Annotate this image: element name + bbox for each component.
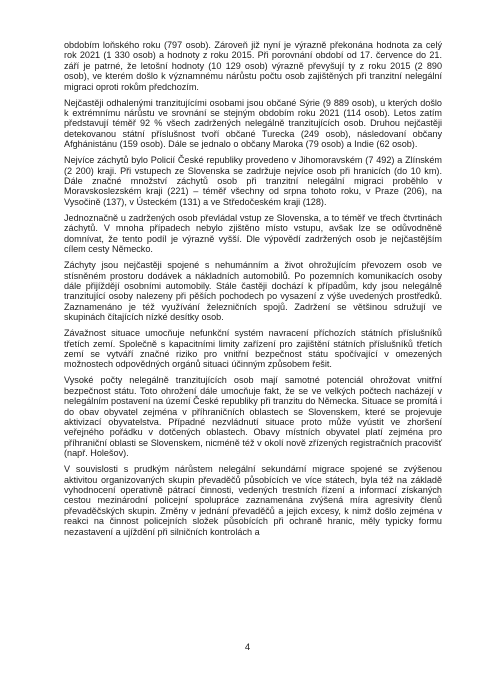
paragraph-internal-security: Vysoké počty nelegálně tranzitujících osob mají samotné potenciál ohrožovat vnitřní bezpečnost státu. Toto ohrožení dále umocňuje fakt, že se ve velkých počtech nacházejí v nelegálním postavení na území České republiky při tranzitu do Německa. Situace se promítá i do obav obyvatel zejména v příhraničních oblastech se Slovenskem, které se projevuje aktivizací obyvatelstva. Případné nezvládnutí situace proto může vyústit ve zhoršení veřejného pořádku v dotčených oblastech. Obavy místních obyvatel platí zejména pro příhraniční oblasti se Slovenskem, nicméně též v okolí nově zřízených registračních pracovišť (např. Holešov). bbox=[64, 375, 442, 459]
paragraph-continuation: obdobím loňského roku (797 osob). Zároveň již nyní je výrazně překonána hodnota za celý rok 2021 (1 330 osob) a hodnoty z roku 2015. Při porovnání období od 17. července do 21. září je patrné, že letošní hodnoty (10 129 osob) výrazně převyšují ty z roku 2015 (2 890 osob), ve kterém došlo k významnému nárůstu počtu osob zajištěných při tranzitní nelegální migraci oproti rokům předchozím. bbox=[64, 40, 442, 92]
paragraph-return-system: Závažnost situace umocňuje nefunkční systém navracení příchozích státních příslušníků třetích zemí. Společně s kapacitními limity zařízení pro zajištění státních příslušníků třetích zemí se vytváří značné riziko pro vnitřní bezpečnost státu spočívající v omezených možnostech odpovědných orgánů situaci účinným způsobem řešit. bbox=[64, 328, 442, 370]
paragraph-transport: Záchyty jsou nejčastěji spojené s nehumánním a život ohrožujícím převozem osob ve stísněném prostoru dodávek a nákladních automobilů. Po pozemních komunikacích osoby dále přijíždějí osobními automobily. Stále častěji dochází k případům, kdy jsou nelegálně tranzitující osoby nalezeny při pěších pochodech po vysazení z výše uvedených prostředků. Zaznamenáno je též využívání železničních spojů. Zadržení se většinou sdružují ve skupinách čítajících nízké desítky osob. bbox=[64, 260, 442, 323]
paragraph-regions: Nejvíce záchytů bylo Policií České republiky provedeno v Jihomoravském (7 492) a Zlínském (2 200) kraji. Při vstupech ze Slovenska se zadržuje nejvíce osob při hranicích (do 10 km). Dále značné množství záchytů osob při tranzitní nelegální migraci proběhlo v Moravskoslezském kraji (221) – téměř všechny od srpna tohoto roku, v Praze (206), na Vysočině (137), v Ústeckém (131) a ve Středočeském kraji (128). bbox=[64, 155, 442, 207]
body-text bbox=[64, 40, 442, 543]
paragraph-smugglers: V souvislosti s prudkým nárůstem nelegální sekundární migrace spojené se zvýšenou aktivitou organizovaných skupin převaděčů působících ve více státech, byla též na základě vyhodnocení operativně pátrací činnosti, vedených trestních řízení a informací získaných cestou mezinárodní policejní spolupráce zaznamenána zvýšená míra agresivity členů převaděčských skupin. Změny v jednání převaděčů a jejich excesy, k nimž došlo zejména v reakci na činnost policejních složek působících při ochraně hranic, měly typicky formu nezastavení a ujíždění při silničních kontrolách a bbox=[64, 464, 442, 537]
page-number: 4 bbox=[244, 642, 251, 653]
paragraph-nationalities: Nejčastěji odhalenými tranzitujícími osobami jsou občané Sýrie (9 889 osob), u kterých došlo k extrémnímu nárůstu ve srovnání se stejným obdobím roku 2021 (114 osob). Letos zatím představují téměř 92 % všech zadržených nelegálně tranzitujících osob. Druhou nejčastěji detekovanou státní příslušnost tvoří občané Turecka (249 osob), následovaní občany Afghánistánu (159 osob). Dále se jednalo o občany Maroka (79 osob) a Indie (62 osob). bbox=[64, 97, 442, 150]
paragraph-entry-slovakia: Jednoznačně u zadržených osob převládal vstup ze Slovenska, a to téměř ve třech čtvrtinách záchytů. V mnoha případech nebylo zjištěno místo vstupu, avšak lze se odůvodněně domnívat, že tento podíl je výrazně vyšší. Dle výpovědí zadržených osob je nejčastějším cílem cesty Německo. bbox=[64, 212, 442, 255]
